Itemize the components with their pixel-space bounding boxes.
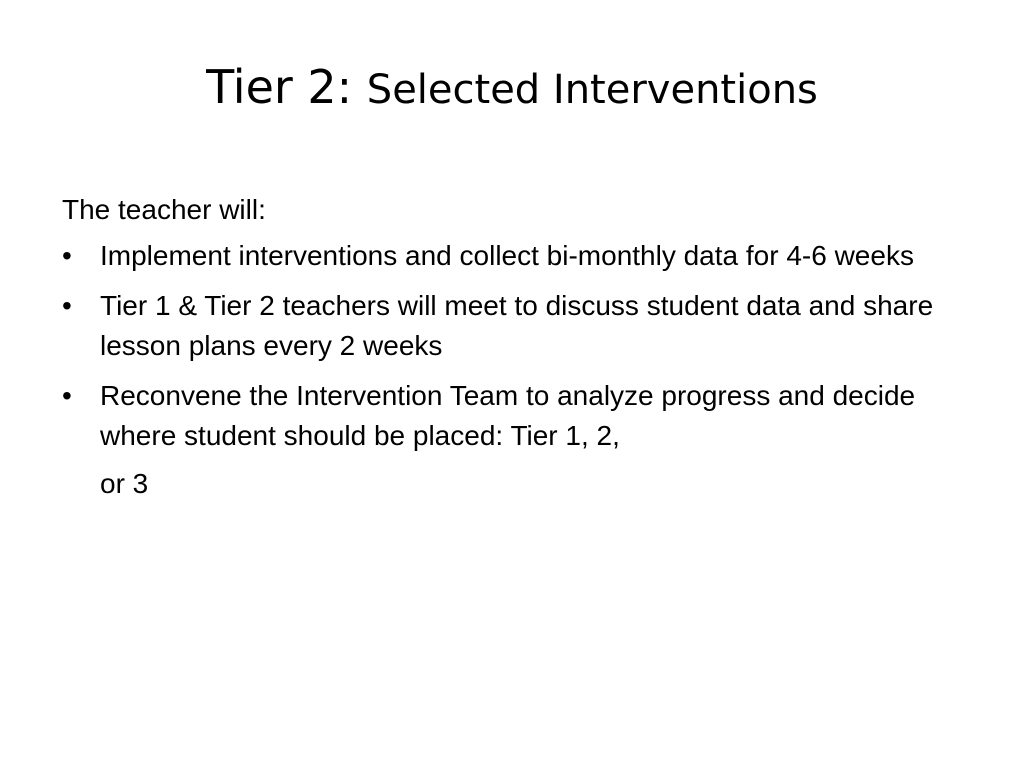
intro-text: The teacher will: [62, 194, 266, 225]
bullet-item [62, 236, 972, 276]
bullet-list [62, 236, 972, 504]
slide-title [0, 62, 1024, 113]
slide-body [62, 190, 972, 514]
bullet-icon: • [62, 240, 72, 271]
bullet-text: Implement interventions and collect bi-monthly data for 4-6 weeks [100, 240, 914, 271]
bullet-continuation: or 3 [100, 468, 149, 499]
bullet-item [62, 286, 972, 366]
bullet-text: Tier 1 & Tier 2 teachers will meet to discuss student data and share lesson plans every 2 weeks [100, 290, 934, 361]
title-prefix: Tier 2: [206, 60, 367, 114]
bullet-icon: • [62, 290, 72, 321]
bullet-icon: • [62, 380, 72, 411]
title-main: Selected Interventions [366, 67, 818, 113]
bullet-item [62, 376, 972, 504]
bullet-text: Reconvene the Intervention Team to analyze progress and decide where student should be placed: Tier 1, 2, [100, 380, 916, 451]
